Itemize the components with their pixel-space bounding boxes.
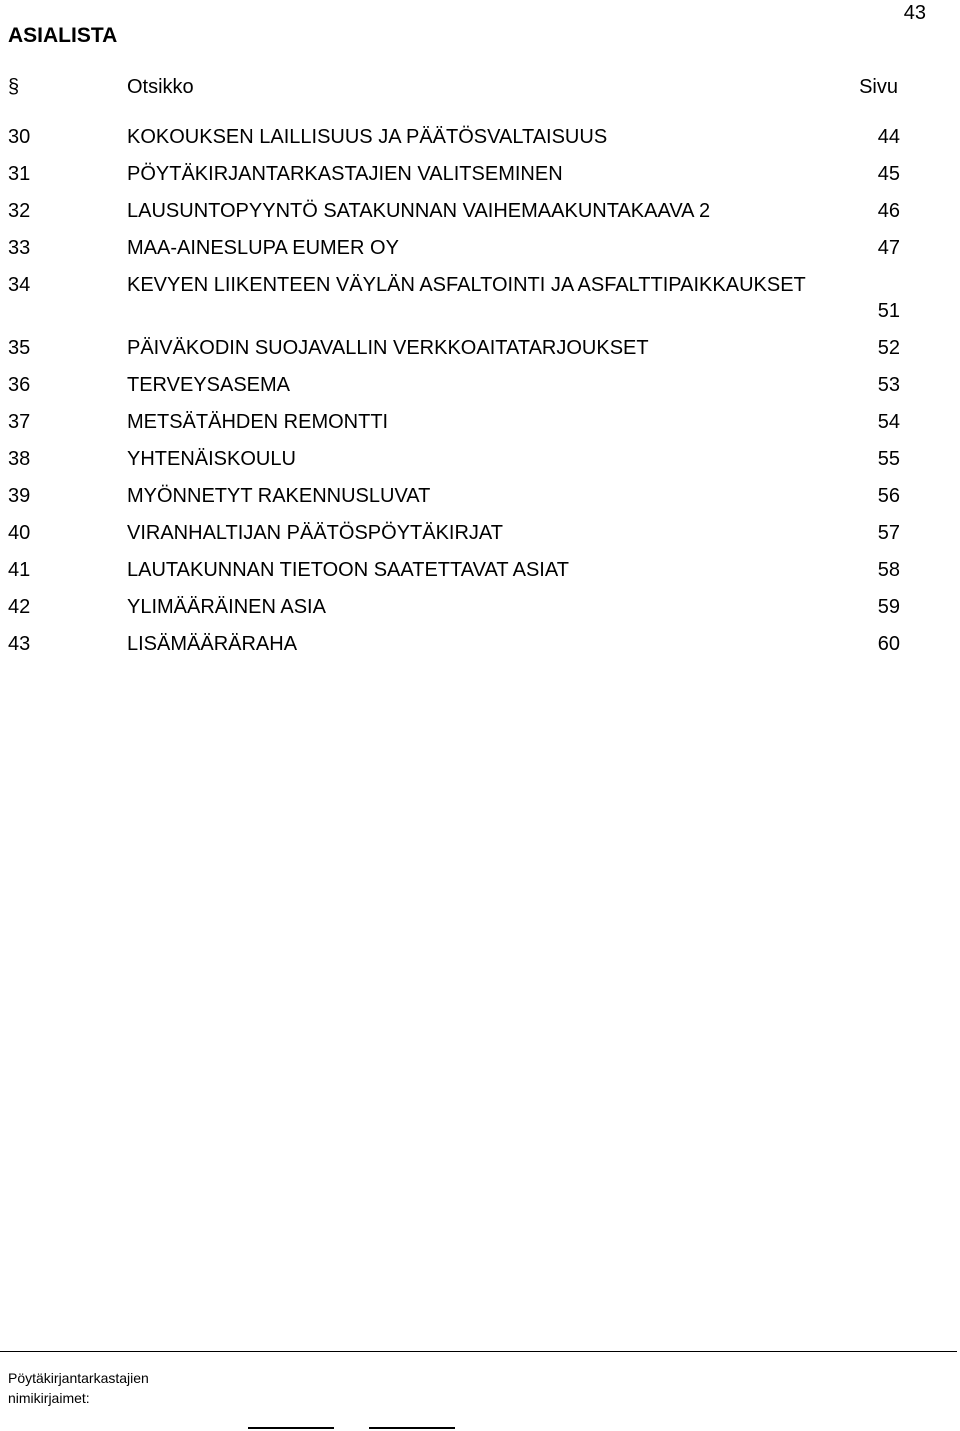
item-number: 41 [8,559,31,581]
initials-signature-line-1 [248,1427,334,1429]
item-page: 53 [877,374,900,396]
item-title: KOKOUKSEN LAILLISUUS JA PÄÄTÖSVALTAISUUS [127,126,608,148]
item-title: MYÖNNETYT RAKENNUSLUVAT [127,485,431,507]
item-page: 45 [877,163,900,185]
agenda-item [0,520,960,557]
item-number: 31 [8,163,31,185]
initials-signature-line-2 [369,1427,455,1429]
item-page: 47 [877,237,900,259]
initials-label-line1: Pöytäkirjantarkastajien [8,1370,149,1386]
agenda-item [0,483,960,520]
item-page: 60 [877,633,900,655]
item-number: 30 [8,126,31,148]
item-page: 54 [877,411,900,433]
item-title: LISÄMÄÄRÄRAHA [127,633,298,655]
column-header [0,76,960,104]
item-number: 37 [8,411,31,433]
item-number: 35 [8,337,31,359]
item-title: KEVYEN LIIKENTEEN VÄYLÄN ASFALTOINTI JA ASFALTTIPAIKKAUKSET [127,274,806,296]
page-column-header: Sivu [859,76,898,98]
agenda-item [0,235,960,272]
item-title: PÖYTÄKIRJANTARKASTAJIEN VALITSEMINEN [127,163,563,185]
page-number: 43 [903,2,926,24]
item-page: 57 [877,522,900,544]
agenda-list [0,124,960,668]
item-title: YLIMÄÄRÄINEN ASIA [127,596,326,618]
agenda-item [0,198,960,235]
agenda-item [0,161,960,198]
item-number: 40 [8,522,31,544]
item-number: 39 [8,485,31,507]
agenda-item [0,335,960,372]
item-page: 46 [877,200,900,222]
agenda-item [0,409,960,446]
title-column-header: Otsikko [127,76,194,98]
agenda-item [0,272,960,335]
item-title: LAUTAKUNNAN TIETOON SAATETTAVAT ASIAT [127,559,569,581]
footer-divider [0,1351,957,1352]
item-number: 33 [8,237,31,259]
item-number: 42 [8,596,31,618]
item-title: VIRANHALTIJAN PÄÄTÖSPÖYTÄKIRJAT [127,522,503,544]
item-number: 43 [8,633,31,655]
agenda-item [0,594,960,631]
item-title: LAUSUNTOPYYNTÖ SATAKUNNAN VAIHEMAAKUNTAKAAVA 2 [127,200,711,222]
item-title: MAA-AINESLUPA EUMER OY [127,237,399,259]
item-number: 38 [8,448,31,470]
item-title: PÄIVÄKODIN SUOJAVALLIN VERKKOAITATARJOUKSET [127,337,649,359]
initials-label-line2: nimikirjaimet: [8,1390,90,1406]
item-page: 52 [877,337,900,359]
item-page: 55 [877,448,900,470]
item-number: 34 [8,274,31,296]
item-page: 44 [877,126,900,148]
agenda-item [0,631,960,668]
item-page: 56 [877,485,900,507]
page-title: ASIALISTA [8,24,118,47]
item-page: 58 [877,559,900,581]
item-number: 36 [8,374,31,396]
item-title: YHTENÄISKOULU [127,448,296,470]
item-title: METSÄTÄHDEN REMONTTI [127,411,389,433]
agenda-item [0,557,960,594]
initials-label [8,1368,149,1408]
item-page: 51 [877,300,900,322]
agenda-item [0,372,960,409]
agenda-item [0,124,960,161]
section-mark-header: § [8,76,20,98]
agenda-item [0,446,960,483]
item-number: 32 [8,200,31,222]
item-title: TERVEYSASEMA [127,374,291,396]
item-page: 59 [877,596,900,618]
